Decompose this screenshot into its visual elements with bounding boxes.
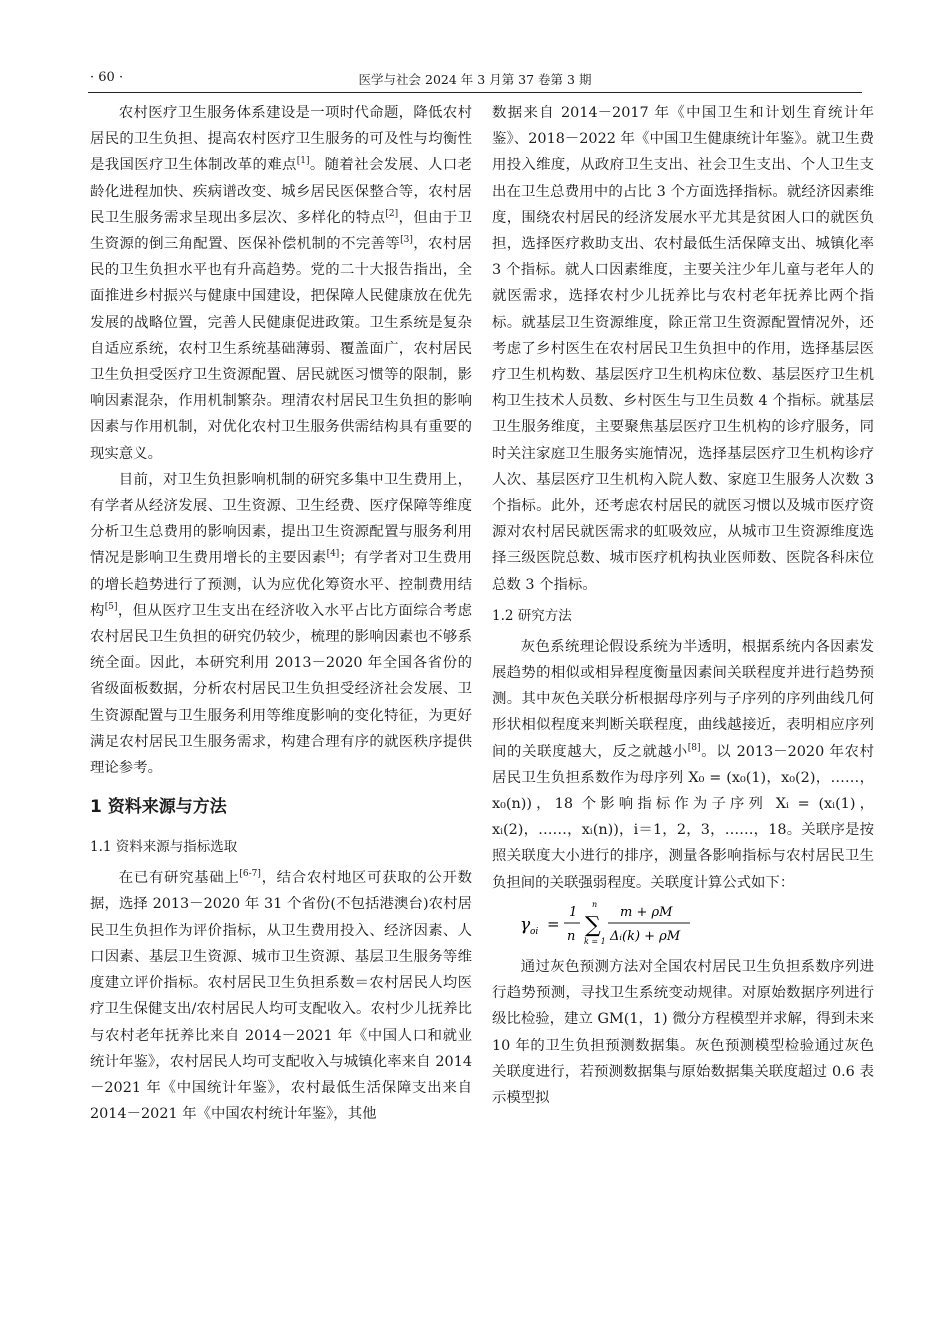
data-source-paragraph: 在已有研究基础上[6-7]，结合农村地区可获取的公开数据，选择 2013－2020 年 31 个省份(不包括港澳台)农村居民卫生负担作为评价指标，从卫生费用投入、经济因素、人口因素、基层卫生资源、城市卫生资源、基层卫生服务等维度建立评价指标。农村居民卫生负担系数＝农村居民人均医疗卫生保健支出/农村居民人均可支配收入。农村少儿抚养比与农村老年抚养比来自 2014－2021 年《中国人口和就业统计年鉴》，农村居民人均可支配收入与城镇化率来自 2014－2021 年《中国统计年鉴》，农村最低生活保障支出来自 2014－2021 年《中国农村统计年鉴》，其他	[90, 869, 472, 1123]
formula-lhs: γ	[520, 914, 531, 935]
subsection-title-1-1: 1.1 资料来源与指标选取	[90, 839, 238, 856]
citation-6-7[interactable]: [6-7]	[239, 869, 261, 880]
right-column	[492, 100, 874, 1111]
journal-info: 医学与社会 2024 年 3 月第 37 卷第 3 期	[358, 72, 592, 87]
formula-frac2-num: m + ρM	[620, 904, 673, 920]
section-title-1: 1 资料来源与方法	[90, 797, 227, 818]
page-number: · 60 ·	[90, 70, 124, 85]
running-header	[88, 68, 862, 93]
citation-3[interactable]: [3]	[400, 235, 413, 246]
citation-2[interactable]: [2]	[385, 208, 399, 219]
formula-sigma: ∑	[585, 912, 601, 938]
formula-graphic	[492, 898, 874, 950]
formula-frac1-num: 1	[569, 904, 578, 920]
data-source-paragraph-cont: 数据来自 2014－2017 年《中国卫生和计划生育统计年鉴》、2018－2022 年《中国卫生健康统计年鉴》。就卫生费用投入维度，从政府卫生支出、社会卫生支出、个人卫生支出在卫生总费用中的占比 3 个方面选择指标。就经济因素维度，围绕农村居民的经济发展水平尤其是贫困人口的就医负担，选择医疗救助支出、农村最低生活保障支出、城镇化率 3 个指标。就人口因素维度，主要关注少年儿童与老年人的就医需求，选择农村少儿抚养比与农村老年抚养比两个指标。就基层卫生资源维度，除正常卫生资源配置情况外，还考虑了乡村医生在农村居民卫生负担中的作用，选择基层医疗卫生机构数、基层医疗卫生机构床位数、基层医疗卫生机构卫生技术人员数、乡村医生与卫生员数 4 个指标。就基层卫生服务维度，主要聚焦基层医疗卫生机构的诊疗服务，同时关注家庭卫生服务实施情况，选择基层医疗卫生机构诊疗人次、基层医疗卫生机构入院人数、家庭卫生服务人次数 3 个指标。此外，还考虑农村居民的就医习惯以及城市医疗资源对农村居民就医需求的虹吸效应，从城市卫生资源维度选择三级医院总数、城市医疗机构执业医师数、医院各科床位总数 3 个指标。	[492, 105, 874, 593]
left-column	[90, 100, 472, 1127]
method-paragraph: 灰色系统理论假设系统为半透明，根据系统内各因素发展趋势的相似或相异程度衡量因素间关联程度并进行趋势预测。其中灰色关联分析根据母序列与子序列的序列曲线几何形状相似程度来判断关联程度，曲线越接近，表明相应序列间的关联度越大，反之就越小[8]。以 2013－2020 年农村居民卫生负担系数作为母序列 X₀ = (x₀(1)，x₀(2)，……，x₀(n))，18 个影响指标作为子序列 Xᵢ = (xᵢ(1)，xᵢ(2)，……，xᵢ(n))，i＝1，2，3，……，18。关联序是按照关联度大小进行的排序，测量各影响指标与农村居民卫生负担间的关联强弱程度。关联度计算公式如下：	[492, 638, 874, 891]
formula-sum-bottom: k = 1	[584, 936, 606, 946]
formula-frac2-den: Δᵢ(k) + ρM	[610, 928, 681, 944]
citation-8[interactable]: [8]	[687, 742, 701, 753]
citation-5[interactable]: [5]	[104, 601, 118, 612]
formula-sum-top: n	[592, 899, 598, 909]
citation-4[interactable]: [4]	[326, 549, 340, 560]
formula-eq: =	[547, 914, 560, 933]
forecast-paragraph: 通过灰色预测方法对全国农村居民卫生负担系数序列进行趋势预测，寻找卫生系统变动规律。对原始数据序列进行级比检验，建立 GM(1，1) 微分方程模型并求解，得到未来 10 年的卫生负担预测数据集。灰色预测模型检验通过灰色关联度进行，若预测数据集与原始数据集关联度超过 0.6 表示模型拟	[492, 958, 874, 1106]
intro-paragraph-1: 农村医疗卫生服务体系建设是一项时代命题，降低农村居民的卫生负担、提高农村医疗卫生服务的可及性与均衡性是我国医疗卫生体制改革的难点[1]。随着社会发展、人口老龄化进程加快、疾病谱改变、城乡居民医保整合等，农村居民卫生服务需求呈现出多层次、多样化的特点[2]，但由于卫生资源的倒三角配置、医保补偿机制的不完善等[3]，农村居民的卫生负担水平也有升高趋势。党的二十大报告指出，全面推进乡村振兴与健康中国建设，把保障人民健康放在优先发展的战略位置，完善人民健康促进政策。卫生系统是复杂自适应系统，农村卫生系统基础薄弱、覆盖面广，农村居民卫生负担受医疗卫生资源配置、居民就医习惯等的限制，影响因素混杂，作用机制繁杂。理清农村居民卫生负担的影响因素与作用机制，对优化农村卫生服务供需结构具有重要的现实意义。	[90, 105, 472, 462]
correlation-formula	[492, 898, 874, 950]
formula-frac1-den: n	[567, 928, 576, 944]
intro-paragraph-2: 目前，对卫生负担影响机制的研究多集中卫生费用上，有学者从经济发展、卫生资源、卫生经费、医疗保障等维度分析卫生总费用的影响因素，提出卫生资源配置与服务利用情况是影响卫生费用增长的主要因素[4]；有学者对卫生费用的增长趋势进行了预测，认为应优化筹资水平、控制费用结构[5]，但从医疗卫生支出在经济收入水平占比方面综合考虑农村居民卫生负担的研究仍较少，梳理的影响因素也不够系统全面。因此，本研究利用 2013－2020 年全国各省份的省级面板数据，分析农村居民卫生负担受经济社会发展、卫生资源配置与卫生服务利用等维度影响的变化特征，为更好满足农村居民卫生服务需求，构建合理有序的就医秩序提供理论参考。	[90, 471, 472, 777]
subsection-title-1-2: 1.2 研究方法	[492, 607, 572, 624]
citation-1[interactable]: [1]	[296, 156, 310, 167]
formula-lhs-sub: oi	[530, 926, 539, 937]
